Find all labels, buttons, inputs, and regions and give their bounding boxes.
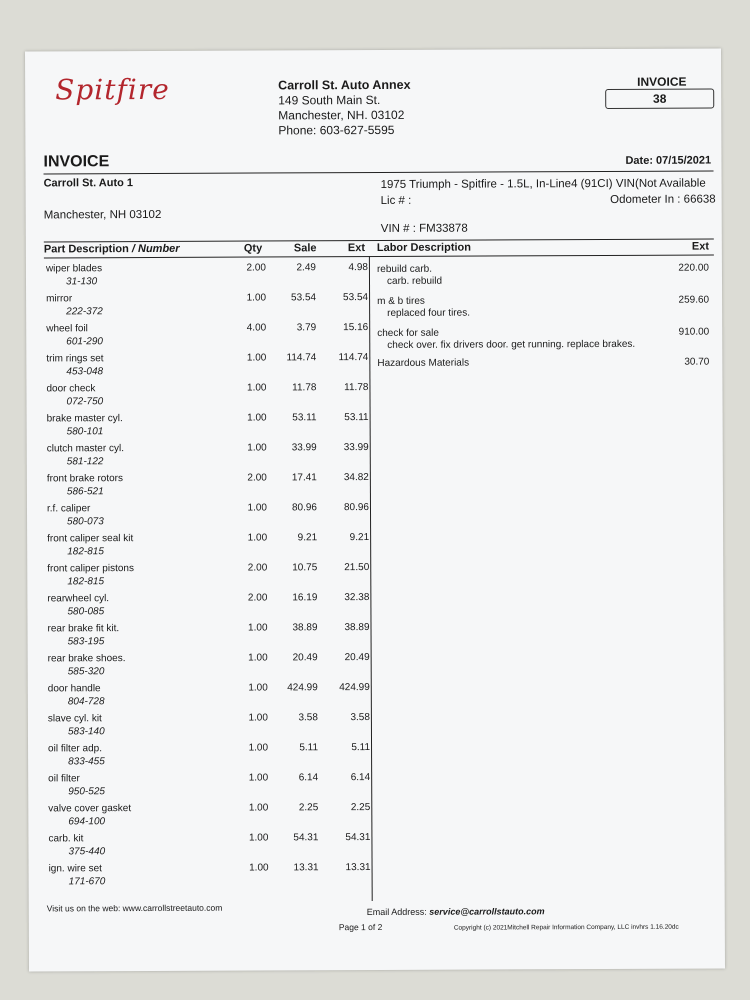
part-number: 580-085: [67, 606, 105, 618]
part-ext: 424.99: [339, 682, 370, 694]
part-ext: 54.31: [345, 832, 371, 844]
part-ext: 2.25: [350, 802, 371, 814]
part-number: 804-728: [67, 696, 105, 708]
invoice-date: Date: 07/15/2021: [625, 154, 712, 167]
part-ext: 15.16: [343, 322, 369, 334]
part-desc: wheel foil: [46, 323, 88, 335]
company-address: 149 South Main St.: [278, 92, 381, 108]
part-ext: 4.98: [348, 262, 368, 274]
labor-desc: check for sale: [377, 327, 439, 339]
parts-header-number: / Number: [128, 242, 180, 256]
labor-ext: 910.00: [678, 326, 710, 338]
part-ext: 32.38: [344, 592, 370, 604]
part-qty: 2.00: [247, 472, 267, 484]
part-qty: 1.00: [247, 442, 267, 454]
part-sale: 33.99: [291, 442, 317, 454]
footer-web: Visit us on the web: www.carrollstreetauto.com: [46, 902, 223, 914]
part-row: [28, 652, 371, 683]
part-row: [26, 262, 369, 293]
part-desc: rear brake fit kit.: [47, 623, 120, 635]
part-row: [27, 442, 370, 473]
labor-desc: rebuild carb.: [376, 263, 433, 275]
part-number: 601-290: [66, 336, 103, 348]
part-qty: 1.00: [247, 532, 268, 544]
company-city: Manchester, NH. 03102: [278, 107, 405, 123]
part-qty: 1.00: [247, 412, 267, 424]
part-ext: 11.78: [344, 382, 369, 394]
part-desc: door handle: [47, 683, 101, 695]
invoice-number: 38: [605, 89, 714, 109]
part-number: 583-195: [67, 636, 105, 648]
part-number: 453-048: [66, 366, 104, 378]
invoice-title: INVOICE: [43, 153, 110, 171]
vehicle-odometer: Odometer In : 66638: [610, 193, 716, 206]
part-qty: 1.00: [248, 772, 269, 784]
part-number: 222-372: [66, 306, 103, 318]
part-qty: 1.00: [248, 832, 269, 844]
part-row: [27, 412, 370, 443]
part-ext: 21.50: [344, 562, 370, 574]
part-qty: 1.00: [248, 622, 268, 634]
part-sale: 424.99: [287, 682, 318, 694]
part-number: 694-100: [68, 816, 106, 828]
part-row: [27, 562, 370, 593]
part-number: 581-122: [66, 456, 104, 468]
part-desc: mirror: [46, 293, 73, 305]
part-sale: 9.21: [297, 532, 318, 544]
part-sale: 2.25: [298, 802, 319, 814]
handwritten-note: Spitfire: [55, 72, 170, 107]
customer-city: Manchester, NH 03102: [43, 208, 162, 222]
part-qty: 4.00: [246, 322, 267, 334]
vehicle-vin: VIN # : FM33878: [380, 222, 468, 235]
part-sale: 53.54: [291, 292, 317, 304]
part-number: 580-101: [66, 426, 104, 438]
footer-email-label: Email Address:: [366, 906, 430, 918]
part-number: 182-815: [67, 576, 105, 588]
part-sale: 53.11: [292, 412, 317, 424]
part-row: [27, 622, 370, 653]
part-ext: 33.99: [343, 442, 369, 454]
part-desc: front brake rotors: [46, 473, 124, 485]
part-row: [26, 352, 369, 383]
divider-header-bottom: [44, 255, 714, 259]
part-sale: 54.31: [293, 832, 319, 844]
part-row: [28, 682, 371, 713]
customer-name: Carroll St. Auto 1: [43, 177, 134, 190]
part-sale: 5.11: [299, 742, 319, 754]
labor-ext: 220.00: [678, 262, 709, 274]
part-qty: 2.00: [246, 262, 266, 274]
part-desc: brake master cyl.: [46, 413, 123, 425]
part-ext: 20.49: [344, 652, 370, 664]
part-ext: 80.96: [343, 502, 370, 514]
part-desc: door check: [46, 383, 96, 395]
part-number: 950-525: [68, 786, 105, 798]
part-qty: 1.00: [247, 502, 268, 514]
part-sale: 16.19: [292, 592, 318, 604]
part-row: [29, 862, 372, 893]
part-ext: 53.11: [344, 412, 369, 424]
parts-header: [44, 243, 180, 256]
part-desc: clutch master cyl.: [46, 443, 125, 455]
part-row: [28, 742, 371, 773]
footer-page: Page 1 of 2: [338, 921, 383, 933]
part-sale: 20.49: [292, 652, 318, 664]
part-qty: 1.00: [246, 292, 267, 304]
parts-header-part: Part Description: [43, 243, 129, 256]
part-number: 072-750: [66, 396, 104, 408]
part-sale: 17.41: [291, 472, 317, 484]
part-qty: 1.00: [249, 862, 269, 874]
part-ext: 53.54: [343, 292, 369, 304]
part-desc: oil filter adp.: [48, 743, 102, 755]
part-desc: front caliper seal kit: [47, 533, 134, 545]
labor-detail: check over. fix drivers door. get running. replace brakes.: [387, 338, 636, 351]
part-qty: 1.00: [248, 712, 268, 724]
part-number: 583-140: [67, 726, 105, 738]
part-row: [28, 802, 371, 833]
part-desc: wiper blades: [45, 263, 103, 275]
part-row: [28, 712, 371, 743]
labor-desc: m & b tires: [377, 295, 425, 307]
part-sale: 10.75: [292, 562, 318, 574]
parts-header-sale: Sale: [293, 242, 317, 255]
invoice-label: INVOICE: [637, 74, 687, 89]
labor-detail: replaced four tires.: [387, 307, 470, 319]
part-row: [26, 292, 369, 323]
part-number: 31-130: [65, 276, 98, 288]
part-row: [26, 382, 369, 413]
invoice-paper: [25, 48, 725, 971]
part-row: [27, 472, 370, 503]
vehicle-lic: Lic # :: [380, 194, 412, 207]
part-qty: 1.00: [248, 802, 269, 814]
part-number: 182-815: [67, 546, 104, 558]
part-ext: 13.31: [345, 862, 371, 874]
footer-email: [367, 906, 545, 917]
part-qty: 1.00: [248, 742, 269, 754]
part-number: 375-440: [68, 846, 106, 858]
part-row: [26, 322, 369, 353]
footer-email-address: service@carrollstauto.com: [429, 906, 545, 917]
part-desc: slave cyl. kit: [47, 713, 102, 725]
labor-row: [377, 356, 715, 369]
labor-ext: 30.70: [684, 356, 710, 368]
part-row: [28, 832, 371, 863]
part-sale: 13.31: [293, 862, 319, 874]
divider-top: [44, 171, 714, 175]
part-row: [28, 772, 371, 803]
parts-header-qty: Qty: [243, 242, 263, 255]
part-ext: 6.14: [350, 772, 371, 784]
part-sale: 114.74: [286, 352, 317, 364]
labor-header-ext: Ext: [691, 240, 710, 253]
part-desc: trim rings set: [46, 353, 104, 365]
company-name: Carroll St. Auto Annex: [278, 77, 411, 93]
part-qty: 2.00: [247, 562, 268, 574]
part-desc: valve cover gasket: [48, 803, 132, 815]
labor-desc: Hazardous Materials: [377, 357, 470, 369]
part-desc: rearwheel cyl.: [47, 593, 110, 605]
part-sale: 80.96: [291, 502, 318, 514]
part-ext: 34.82: [343, 472, 369, 484]
part-row: [27, 532, 370, 563]
part-row: [27, 502, 370, 533]
part-ext: 9.21: [349, 532, 370, 544]
labor-ext: 259.60: [678, 294, 710, 306]
parts-header-ext: Ext: [347, 242, 366, 255]
part-number: 585-320: [67, 666, 105, 678]
labor-detail: carb. rebuild: [386, 275, 443, 287]
part-sale: 3.58: [298, 712, 318, 724]
vehicle-block: [381, 176, 716, 209]
part-sale: 6.14: [298, 772, 319, 784]
part-desc: r.f. caliper: [46, 503, 91, 515]
part-ext: 38.89: [344, 622, 370, 634]
part-desc: rear brake shoes.: [47, 653, 126, 665]
labor-header-desc: Labor Description: [376, 241, 472, 254]
labor-row: [377, 294, 715, 319]
part-sale: 3.79: [296, 322, 317, 334]
part-number: 171-670: [68, 876, 106, 888]
part-ext: 114.74: [338, 352, 369, 364]
labor-row: [377, 326, 715, 351]
company-block: [278, 78, 411, 139]
company-phone: Phone: 603-627-5595: [278, 122, 395, 138]
part-row: [27, 592, 370, 623]
part-sale: 38.89: [292, 622, 318, 634]
part-desc: front caliper pistons: [47, 563, 134, 575]
footer-copyright: Copyright (c) 2021Mitchell Repair Information Company, LLC invhrs 1.16.20dc: [453, 923, 679, 932]
part-qty: 1.00: [248, 652, 268, 664]
part-number: 833-455: [68, 756, 105, 768]
part-qty: 1.00: [248, 682, 268, 694]
part-number: 580-073: [67, 516, 104, 528]
part-qty: 1.00: [246, 382, 267, 394]
part-desc: carb. kit: [48, 833, 84, 845]
part-sale: 11.78: [292, 382, 317, 394]
vehicle-description: 1975 Triumph - Spitfire - 1.5L, In-Line4 (91CI) VIN(Not Available: [380, 177, 706, 191]
part-qty: 2.00: [247, 592, 268, 604]
part-qty: 1.00: [246, 352, 267, 364]
part-ext: 5.11: [351, 742, 371, 754]
part-number: 586-521: [66, 486, 104, 498]
part-desc: ign. wire set: [48, 863, 102, 875]
part-desc: oil filter: [48, 773, 80, 785]
part-ext: 3.58: [350, 712, 370, 724]
labor-row: [376, 262, 715, 287]
part-sale: 2.49: [296, 262, 316, 274]
